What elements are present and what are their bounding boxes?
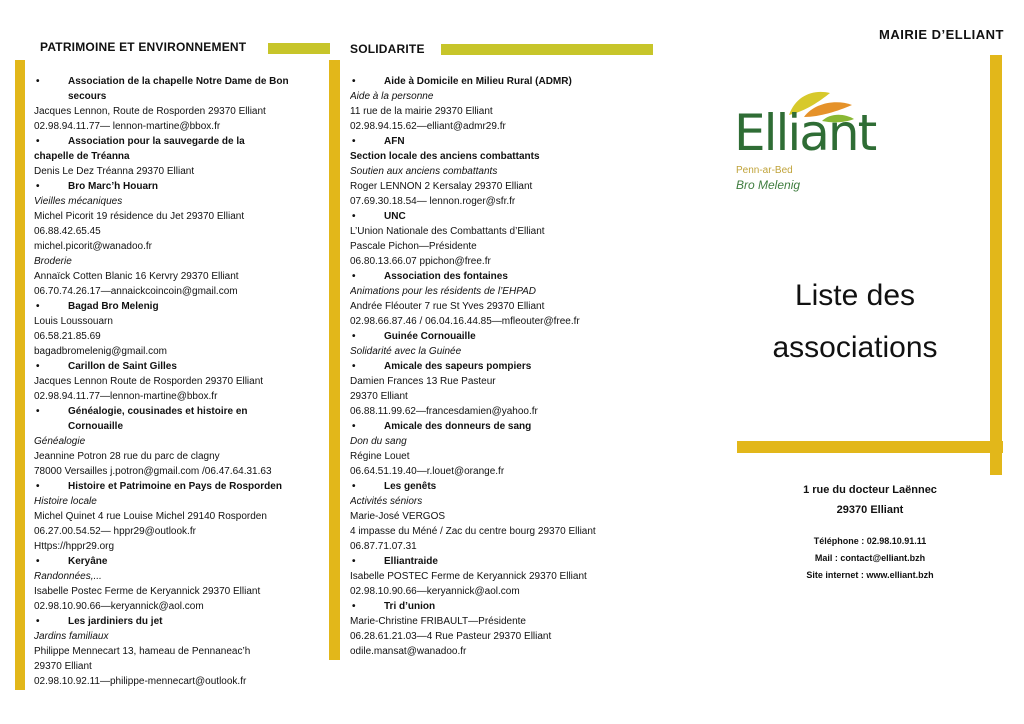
cover-title-line2: associations	[772, 331, 938, 364]
contact-line: 11 rue de la mairie 29370 Elliant	[350, 106, 493, 117]
association-subtitle: Section locale des anciens combattants	[350, 151, 540, 162]
phone-text: Téléphone : 02.98.10.91.11	[813, 536, 927, 546]
contact-line: Denis Le Dez Tréanna 29370 Elliant	[34, 166, 195, 177]
contact-line: Marie-José VERGOS	[350, 511, 446, 522]
logo-subtitle-2: Bro Melenig	[736, 178, 801, 192]
contact-line: Pascale Pichon—Présidente	[350, 241, 477, 252]
mairie-title: MAIRIE D’ELLIANT	[879, 27, 1004, 42]
contact-line: 02.98.94.11.77— lennon-martine@bbox.fr	[34, 121, 221, 132]
contact-line: 02.98.10.90.66—keryannick@aol.com	[350, 586, 520, 597]
association-name: • Guinée Cornouaille	[350, 329, 660, 344]
contact-line: Jeannine Potron 28 rue du parc de clagny	[34, 451, 220, 462]
contact-line: Annaïck Cotten Blanic 16 Kervry 29370 Elliant	[34, 271, 239, 282]
contact-line: 02.98.10.92.11—philippe-mennecart@outlook.fr	[34, 676, 247, 687]
contact-line: 78000 Versailles j.potron@gmail.com /06.47.64.31.63	[34, 466, 272, 477]
col2-heading: SOLIDARITE	[350, 42, 425, 56]
association-name-cont: Cornouaille	[68, 421, 124, 432]
contact-line: 06.88.11.99.62—francesdamien@yahoo.fr	[350, 406, 538, 417]
contact-line: Roger LENNON 2 Kersalay 29370 Elliant	[350, 181, 533, 192]
association-name: • Histoire et Patrimoine en Pays de Rosporden	[34, 479, 326, 494]
elliant-logo	[734, 85, 884, 195]
association-name: • Les jardiniers du jet	[34, 614, 326, 629]
association-activity: Vieilles mécaniques	[34, 196, 123, 207]
association-activity: Randonnées,...	[34, 571, 102, 582]
association-name: • UNC	[350, 209, 660, 224]
mairie-address	[737, 480, 1003, 520]
contact-line: 06.27.00.54.52— hppr29@outlook.fr	[34, 526, 196, 537]
association-name: • Elliantraide	[350, 554, 660, 569]
contact-line: 29370 Elliant	[34, 661, 92, 672]
association-name: • Keryâne	[34, 554, 326, 569]
contact-line: 06.64.51.19.40—r.louet@orange.fr	[350, 466, 505, 477]
contact-line: Louis Loussouarn	[34, 316, 113, 327]
association-name: • Association de la chapelle Notre Dame de Bon	[34, 74, 326, 89]
association-name: • Association pour la sauvegarde de la	[34, 134, 326, 149]
association-name: • Généalogie, cousinades et histoire en	[34, 404, 326, 419]
contact-line: 06.80.13.66.07 ppichon@free.fr	[350, 256, 491, 267]
association-activity: Soutien aux anciens combattants	[350, 166, 498, 177]
address-line-1: 1 rue du docteur Laënnec	[803, 484, 937, 496]
contact-line: bagadbromelenig@gmail.com	[34, 346, 167, 357]
association-name: • Amicale des sapeurs pompiers	[350, 359, 660, 374]
contact-line: 06.28.61.21.03—4 Rue Pasteur 29370 Elliant	[350, 631, 552, 642]
contact-line: Michel Quinet 4 rue Louise Michel 29140 Rosporden	[34, 511, 267, 522]
contact-line: 02.98.94.15.62—elliant@admr29.fr	[350, 121, 506, 132]
association-activity: Don du sang	[350, 436, 407, 447]
logo-wordmark: Elliant	[734, 104, 876, 162]
logo-subtitle-1: Penn-ar-Bed	[736, 165, 793, 176]
association-name: • AFN	[350, 134, 660, 149]
contact-line: 02.98.66.87.46 / 06.04.16.44.85—mfleouter@free.fr	[350, 316, 580, 327]
association-activity: Généalogie	[34, 436, 86, 447]
contact-line: Andrée Fléouter 7 rue St Yves 29370 Elliant	[350, 301, 545, 312]
site-text: Site internet : www.elliant.bzh	[806, 570, 934, 580]
contact-line: Isabelle Postec Ferme de Keryannick 29370 Elliant	[34, 586, 261, 597]
contact-line: michel.picorit@wanadoo.fr	[34, 241, 152, 252]
contact-line: odile.mansat@wanadoo.fr	[350, 646, 467, 657]
contact-line: 07.69.30.18.54— lennon.roger@sfr.fr	[350, 196, 516, 207]
association-name: • Bagad Bro Melenig	[34, 299, 326, 314]
solidarite-column	[350, 74, 660, 659]
contact-line: Régine Louet	[350, 451, 410, 462]
association-name: • Association des fontaines	[350, 269, 660, 284]
association-activity: Jardins familiaux	[34, 631, 109, 642]
contact-line: Jacques Lennon Route de Rosporden 29370 Elliant	[34, 376, 264, 387]
association-activity: Solidarité avec la Guinée	[350, 346, 462, 357]
contact-line: Michel Picorit 19 résidence du Jet 29370 Elliant	[34, 211, 245, 222]
col2-heading-bar	[441, 44, 653, 55]
contact-line: 06.87.71.07.31	[350, 541, 417, 552]
association-name-cont: secours	[68, 91, 107, 102]
contact-line: Jacques Lennon, Route de Rosporden 29370 Elliant	[34, 106, 266, 117]
contact-line: Marie-Christine FRIBAULT—Présidente	[350, 616, 526, 627]
contact-line: 02.98.94.11.77—lennon-martine@bbox.fr	[34, 391, 218, 402]
cover-title-line1: Liste des	[794, 279, 916, 312]
association-name: • Les genêts	[350, 479, 660, 494]
col1-heading: PATRIMOINE ET ENVIRONNEMENT	[40, 40, 247, 54]
col1-heading-bar	[268, 43, 330, 54]
association-name: • Bro Marc’h Houarn	[34, 179, 326, 194]
contact-line: 02.98.10.90.66—keryannick@aol.com	[34, 601, 204, 612]
right-vertical-bar	[990, 55, 1002, 475]
association-activity: Histoire locale	[34, 496, 97, 507]
contact-line: Damien Frances 13 Rue Pasteur	[350, 376, 496, 387]
col1-left-bar	[15, 60, 25, 690]
association-subtitle: chapelle de Tréanna	[34, 151, 130, 162]
contact-line: L’Union Nationale des Combattants d’Elliant	[350, 226, 545, 237]
association-name: • Aide à Domicile en Milieu Rural (ADMR)	[350, 74, 660, 89]
association-name: • Carillon de Saint Gilles	[34, 359, 326, 374]
cover-horizontal-bar	[737, 441, 1003, 453]
contact-line: 29370 Elliant	[350, 391, 408, 402]
col2-left-bar	[329, 60, 340, 660]
cover-title	[730, 270, 980, 374]
association-activity: Aide à la personne	[350, 91, 434, 102]
patrimoine-column	[34, 74, 326, 689]
mail-text: Mail : contact@elliant.bzh	[814, 553, 926, 563]
association-activity: Broderie	[34, 256, 72, 267]
contact-line: Philippe Mennecart 13, hameau de Pennaneac’h	[34, 646, 251, 657]
contact-line: 06.58.21.85.69	[34, 331, 101, 342]
association-activity: Animations pour les résidents de l’EHPAD	[350, 286, 537, 297]
association-name: • Amicale des donneurs de sang	[350, 419, 660, 434]
contact-line: 4 impasse du Méné / Zac du centre bourg 29370 Elliant	[350, 526, 596, 537]
contact-line: 06.70.74.26.17—annaickcoincoin@gmail.com	[34, 286, 238, 297]
association-activity: Activités séniors	[350, 496, 423, 507]
contact-line: 06.88.42.65.45	[34, 226, 101, 237]
association-name: • Tri d’union	[350, 599, 660, 614]
contact-line: Https://hppr29.org	[34, 541, 115, 552]
address-line-2: 29370 Elliant	[836, 504, 904, 516]
mairie-contact	[737, 533, 1003, 584]
contact-line: Isabelle POSTEC Ferme de Keryannick 29370 Elliant	[350, 571, 587, 582]
